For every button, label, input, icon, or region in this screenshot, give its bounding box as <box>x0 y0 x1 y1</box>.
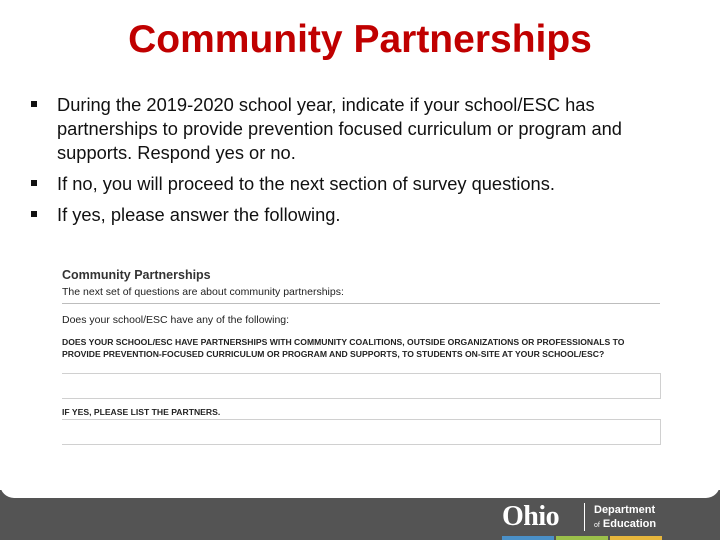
bullet-item <box>31 93 691 165</box>
bullet-text: If no, you will proceed to the next section of survey questions. <box>57 173 555 194</box>
ohio-education-logo <box>500 501 670 535</box>
square-bullet-icon <box>31 211 37 217</box>
footer-curve <box>0 478 720 498</box>
survey-heading: Community Partnerships <box>62 268 211 282</box>
logo-department-text: Department <box>594 504 656 516</box>
survey-divider <box>62 303 660 304</box>
bullet-list <box>31 93 691 234</box>
bullet-text: During the 2019-2020 school year, indicate if your school/ESC has partnerships to provide prevention focused curriculum or program and supports. Respond yes or no. <box>57 94 622 163</box>
survey-prompt: Does your school/ESC have any of the following: <box>62 314 290 326</box>
partnerships-answer-field[interactable] <box>62 373 661 399</box>
bullet-text: If yes, please answer the following. <box>57 204 341 225</box>
logo-separator <box>584 503 585 531</box>
accent-bar-yellow <box>610 536 662 540</box>
survey-screenshot <box>58 260 662 448</box>
survey-question-partnerships: DOES YOUR SCHOOL/ESC HAVE PARTNERSHIPS WITH COMMUNITY COALITIONS, OUTSIDE ORGANIZATIONS OR PROFESSIONALS TO PROVIDE PREVENTION-FOCUSED CURRICULUM OR PROGRAM AND SUPPORTS, TO STUDENTS ON-SITE AT YOUR SCHOOL/ESC? <box>62 337 625 359</box>
bullet-item <box>31 203 691 227</box>
logo-of-text: of <box>594 522 600 529</box>
accent-bar-blue <box>502 536 554 540</box>
survey-subheading: The next set of questions are about community partnerships: <box>62 286 344 298</box>
survey-question-list-partners: IF YES, PLEASE LIST THE PARTNERS. <box>62 407 221 417</box>
bullet-item <box>31 172 691 196</box>
partners-answer-field[interactable] <box>62 419 661 445</box>
logo-ohio-word: Ohio <box>502 501 560 532</box>
accent-bar-green <box>556 536 608 540</box>
slide-title: Community Partnerships <box>128 18 592 61</box>
logo-education-text: Education <box>602 518 657 530</box>
logo-education-line <box>594 517 656 533</box>
square-bullet-icon <box>31 180 37 186</box>
square-bullet-icon <box>31 101 37 107</box>
